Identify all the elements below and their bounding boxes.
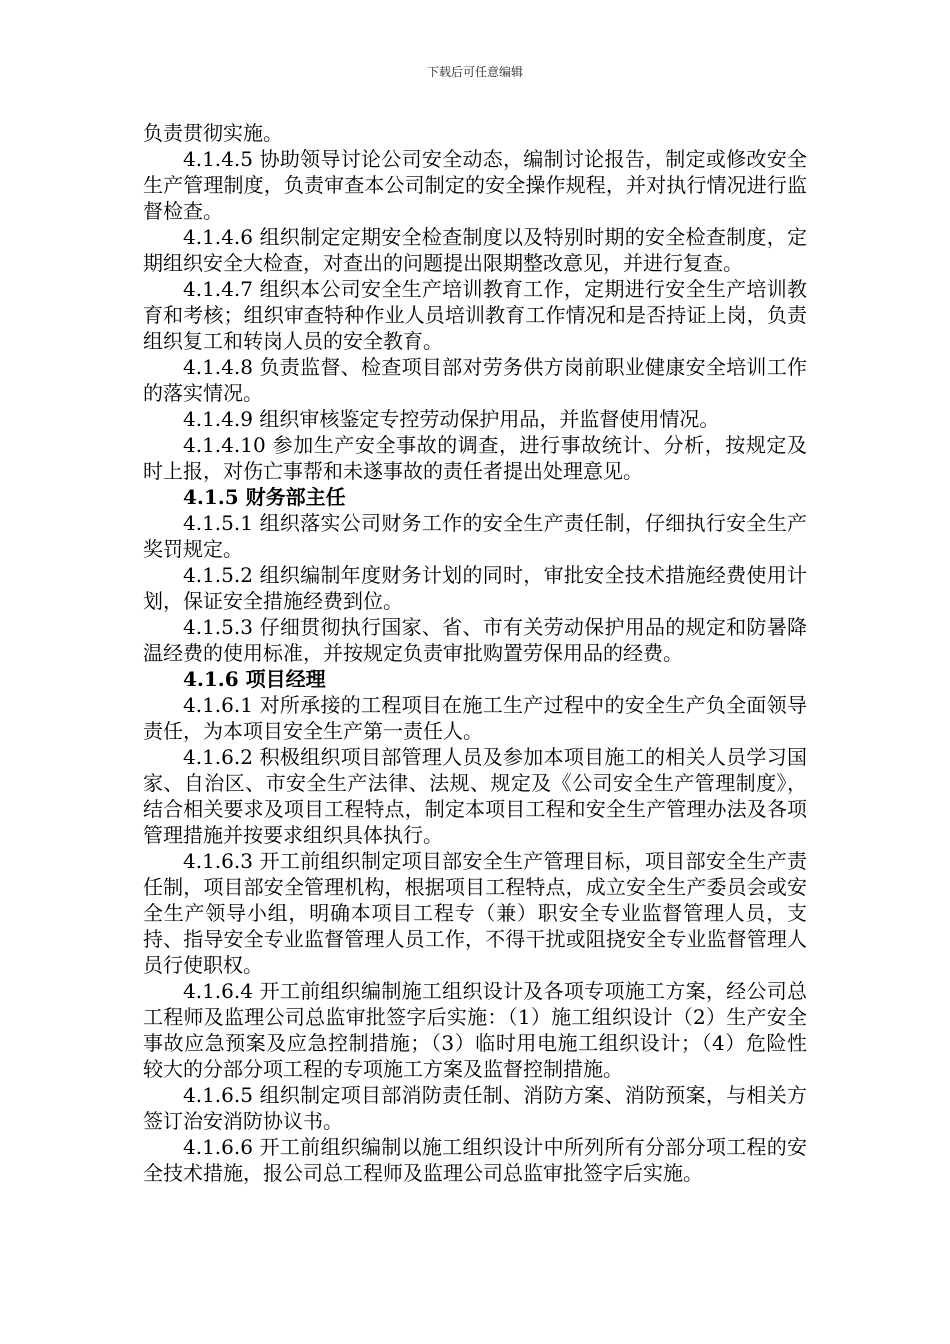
paragraph: 4.1.6.4 开工前组织编制施工组织设计及各项专项施工方案，经公司总工程师及监理公司总监审批签字后实施：（1）施工组织设计（2）生产安全事故应急预案及应急控制措施；（3）临时用电施工组织设计；（4）危险性较大的分部分项工程的专项施工方案及监督控制措施。	[143, 979, 807, 1081]
document-body	[143, 120, 807, 1186]
page-header: 下载后可任意编辑	[426, 65, 523, 79]
paragraph: 4.1.6.6 开工前组织编制以施工组织设计中所列所有分部分项工程的安全技术措施，报公司总工程师及监理公司总监审批签字后实施。	[143, 1135, 807, 1185]
paragraph: 4.1.4.7 组织本公司安全生产培训教育工作，定期进行安全生产培训教育和考核；组织审查特种作业人员培训教育工作情况和是否持证上岗，负责组织复工和转岗人员的安全教育。	[143, 277, 807, 353]
paragraph: 4.1.5.3 仔细贯彻执行国家、省、市有关劳动保护用品的规定和防暑降温经费的使用标准，并按规定负责审批购置劳保用品的经费。	[143, 615, 807, 665]
section-heading: 4.1.6 项目经理	[183, 667, 326, 691]
paragraph: 4.1.5.2 组织编制年度财务计划的同时，审批安全技术措施经费使用计划，保证安全措施经费到位。	[143, 563, 807, 613]
paragraph: 4.1.4.9 组织审核鉴定专控劳动保护用品，并监督使用情况。	[183, 407, 720, 431]
paragraph: 4.1.4.6 组织制定定期安全检查制度以及特别时期的安全检查制度，定期组织安全大检查，对查出的问题提出限期整改意见，并进行复查。	[143, 225, 807, 275]
paragraph: 4.1.6.2 积极组织项目部管理人员及参加本项目施工的相关人员学习国家、自治区、市安全生产法律、法规、规定及《公司安全生产管理制度》，结合相关要求及项目工程特点，制定本项目工程和安全生产管理办法及各项管理措施并按要求组织具体执行。	[143, 745, 807, 847]
paragraph: 4.1.5.1 组织落实公司财务工作的安全生产责任制，仔细执行安全生产奖罚规定。	[143, 511, 807, 561]
section-heading: 4.1.5 财务部主任	[183, 485, 346, 509]
paragraph: 4.1.4.5 协助领导讨论公司安全动态，编制讨论报告，制定或修改安全生产管理制度，负责审查本公司制定的安全操作规程，并对执行情况进行监督检查。	[143, 147, 807, 223]
paragraph: 负责贯彻实施。	[143, 121, 283, 145]
paragraph: 4.1.6.1 对所承接的工程项目在施工生产过程中的安全生产负全面领导责任，为本项目安全生产第一责任人。	[143, 693, 807, 743]
paragraph: 4.1.4.8 负责监督、检查项目部对劳务供方岗前职业健康安全培训工作的落实情况。	[143, 355, 807, 405]
paragraph: 4.1.4.10 参加生产安全事故的调查，进行事故统计、分析，按规定及时上报，对伤亡事帮和未遂事故的责任者提出处理意见。	[143, 433, 807, 483]
paragraph: 4.1.6.3 开工前组织制定项目部安全生产管理目标，项目部安全生产责任制，项目部安全管理机构，根据项目工程特点，成立安全生产委员会或安全生产领导小组，明确本项目工程专（兼）职安全专业监督管理人员，支持、指导安全专业监督管理人员工作，不得干扰或阻挠安全专业监督管理人员行使职权。	[143, 849, 807, 977]
paragraph: 4.1.6.5 组织制定项目部消防责任制、消防方案、消防预案，与相关方签订治安消防协议书。	[143, 1083, 807, 1133]
